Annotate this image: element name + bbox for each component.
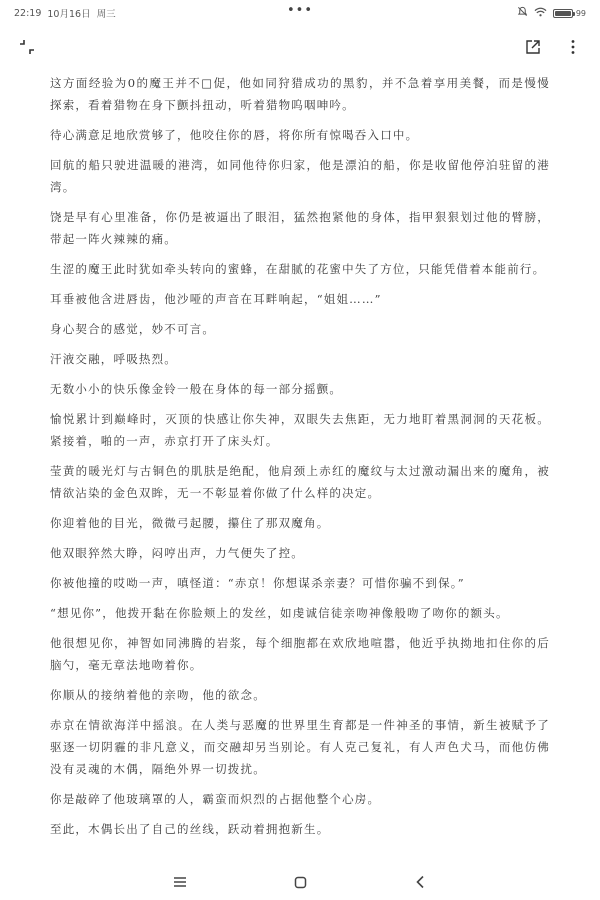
paragraph: 你顺从的接纳着他的亲吻，他的欲念。: [50, 688, 266, 702]
toolbar-right: [522, 36, 584, 58]
back-chevron-icon[interactable]: [405, 870, 435, 894]
paragraph: 至此，木偶长出了自己的丝线，跃动着拥抱新生。: [50, 822, 330, 836]
article-content: [50, 72, 550, 848]
paragraph: 耳垂被他含进唇齿，他沙哑的声音在耳畔响起，“姐姐……”: [50, 292, 382, 306]
status-time: 22:19: [14, 7, 42, 19]
paragraph: 无数小小的快乐像金铃一般在身体的每一部分摇颤。: [50, 382, 343, 396]
status-left: [14, 6, 116, 20]
paragraph: 身心契合的感觉，妙不可言。: [50, 322, 216, 336]
mute-icon: [517, 6, 528, 20]
paragraph: 回航的船只驶进温暖的港湾，如同他待你归家，他是漂泊的船，你是收留他停泊驻留的港湾。: [50, 158, 550, 194]
status-date: 10月16日: [47, 9, 91, 20]
status-bar: [0, 0, 600, 26]
more-vertical-icon[interactable]: [562, 36, 584, 58]
paragraph: 汗液交融，呼吸热烈。: [50, 352, 177, 366]
paragraph: 饶是早有心里准备，你仍是被逼出了眼泪，猛然抱紧他的身体，指甲狠狠划过他的臂膀，带起一阵火辣辣的痛。: [50, 210, 550, 246]
paragraph: “想见你”，他拨开黏在你脸颊上的发丝，如虔诚信徒亲吻神像般吻了吻你的额头。: [50, 606, 509, 620]
wifi-icon: [534, 7, 547, 20]
paragraph: 这方面经验为0的魔王并不□促，他如同狩猎成功的黑豹，并不急着享用美餐，而是慢慢探索，看着猎物在身下颤抖扭动，听着猎物呜咽呻吟。: [50, 76, 550, 112]
paragraph: 生涩的魔王此时犹如牵头转向的蜜蜂，在甜腻的花蜜中失了方位，只能凭借着本能前行。: [50, 262, 546, 276]
reader-toolbar: [0, 30, 600, 64]
battery-icon: [553, 9, 573, 18]
paragraph: 愉悦累计到巅峰时，灭顶的快感让你失神，双眼失去焦距，无力地盯着黑洞洞的天花板。紧接着，啪的一声，赤京打开了床头灯。: [50, 412, 550, 448]
status-right: [517, 6, 586, 20]
paragraph: 你是敲碎了他玻璃罩的人，霸蛮而炽烈的占据他整个心房。: [50, 792, 381, 806]
home-square-icon[interactable]: [285, 870, 315, 894]
paragraph: 他双眼猝然大睁，闷哼出声，力气便失了控。: [50, 546, 304, 560]
paragraph: 莹黄的暖光灯与古铜色的肌肤是绝配，他肩颈上赤红的魔纹与太过激动漏出来的魔角，被情欲沾染的金色双眸，无一不彰显着你做了什么样的决定。: [50, 464, 550, 500]
battery-fill: [555, 11, 571, 16]
share-icon[interactable]: [522, 36, 544, 58]
paragraph: 赤京在情欲海洋中摇浪。在人类与恶魔的世界里生育都是一件神圣的事情，新生被赋予了驱逐一切阴霾的非凡意义，而交融却另当别论。有人克己复礼，有人声色犬马，而他仿佛没有灵魂的木偶，隔绝外界一切拨扰。: [50, 718, 550, 776]
paragraph: 待心满意足地欣赏够了，他咬住你的唇，将你所有惊喝吞入口中。: [50, 128, 419, 142]
paragraph: 你迎着他的目光，微微弓起腰，攥住了那双魔角。: [50, 516, 330, 530]
menu-icon[interactable]: [165, 870, 195, 894]
status-weekday: 周三: [96, 9, 116, 20]
status-dots: •••: [286, 3, 314, 18]
battery-text: 99: [575, 8, 586, 18]
paragraph: 他很想见你，神智如同沸腾的岩浆，每个细胞都在欢欣地喧嚣，他近乎执拗地扣住你的后脑勺，毫无章法地吻着你。: [50, 636, 550, 672]
paragraph: 你被他撞的哎呦一声，嗔怪道：“赤京！你想谋杀亲妻？可惜你骗不到保。”: [50, 576, 465, 590]
system-nav-bar: [0, 864, 600, 900]
collapse-corner-icon[interactable]: [16, 36, 38, 58]
